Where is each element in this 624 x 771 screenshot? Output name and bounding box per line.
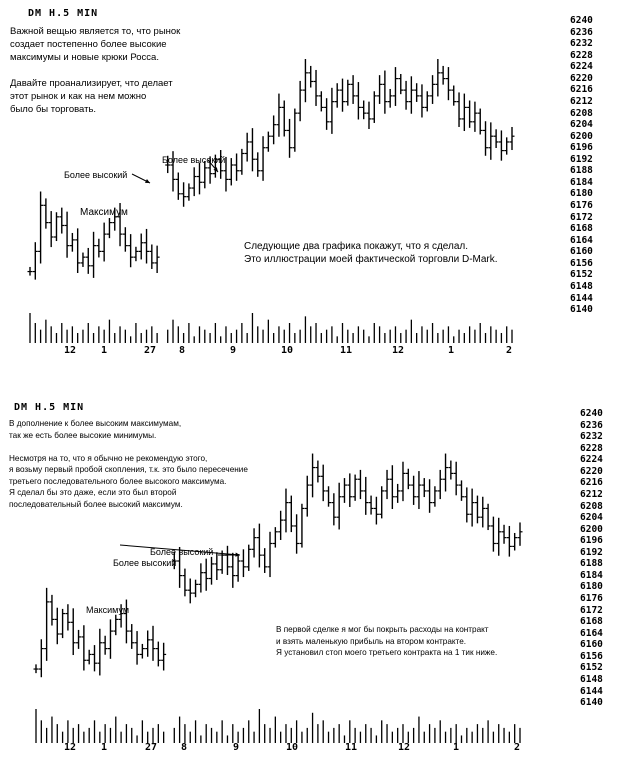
y-tick-label: 6172 [570,211,593,223]
label-higher-2: Более высокий [162,155,226,165]
price-bar [446,67,451,100]
price-bar [470,489,475,527]
price-bar [155,246,160,273]
price-bar [340,79,345,112]
y-tick-label: 6144 [580,685,603,697]
price-bar [435,59,440,96]
price-bar [404,81,409,110]
price-bar [432,486,437,506]
price-bar [366,102,371,129]
price-bar [315,461,320,483]
y-tick-label: 6216 [570,84,593,96]
price-bar [156,642,161,667]
price-bar [337,483,342,530]
price-bar [422,478,427,497]
annotation-bottom: Следующие два графика покажут, что я сделал. Это иллюстрации моей фактической торговли D-Mark. [244,241,498,265]
price-bar [289,496,294,532]
price-bar [209,557,214,585]
price-bar [103,636,108,655]
price-bar [353,475,358,501]
price-bar [475,496,480,524]
price-bar [151,626,156,661]
label-higher-1: Более высокий [113,558,177,568]
price-bar [451,86,456,106]
price-bar [49,595,54,626]
price-bar [44,588,49,661]
price-bar [71,608,76,655]
x-tick-label: 1 [100,742,108,753]
price-bar [75,228,80,273]
price-bar [486,504,491,530]
price-bar [102,223,107,262]
x-tick-label: 12 [63,345,77,356]
price-bar [326,486,331,506]
price-bar [252,528,257,557]
price-bar [416,471,421,509]
y-tick-label: 6164 [580,627,603,639]
price-bar [369,496,374,515]
price-bar [377,75,382,104]
price-bar [400,462,405,501]
price-bar [409,76,414,113]
y-tick-label: 6240 [580,408,603,419]
y-tick-label: 6180 [580,581,603,593]
price-bar [181,182,186,206]
price-bar [507,526,512,557]
price-bar [144,229,149,264]
chart-panel-1 [0,0,624,371]
price-bar [86,248,91,274]
price-bar [441,66,446,85]
x-tick-label: 11 [339,345,353,356]
price-bar [257,524,262,568]
price-bar [43,198,48,228]
price-bar [510,127,515,150]
price-bar [229,158,234,185]
price-bar [278,511,283,540]
price-bar [91,232,96,278]
price-bar [33,242,38,279]
price-bar [351,75,356,104]
price-bar [372,91,377,123]
y-tick-label: 6156 [570,257,593,269]
price-bar [443,454,448,492]
price-bar [363,477,368,515]
price-bar [342,478,347,503]
y-tick-label: 6156 [580,650,603,662]
price-bar [236,554,241,582]
price-bar [81,625,86,670]
y-tick-label: 6208 [580,500,603,512]
y-tick-label: 6220 [570,72,593,84]
annotation-top: Важной вещью является то, что рынок создает постепенно более высокие максимумы и новые крюки Росса. Давайте проанализирует, что делает этот рынок и как на нем можно было бы торговать. [10,26,181,115]
price-bar [335,83,340,107]
price-bar [223,157,228,192]
y-tick-label: 6188 [580,558,603,570]
y-tick-label: 6148 [570,280,593,292]
y-tick-label: 6240 [570,15,593,26]
y-tick-label: 6204 [580,512,603,524]
price-bar [133,247,138,261]
price-bar [414,83,419,102]
price-bar [97,629,102,676]
y-tick-label: 6200 [570,130,593,142]
price-bar [225,546,230,575]
price-bar [488,122,493,159]
price-bar [96,239,101,258]
price-bar [124,600,129,644]
price-bar [202,161,207,188]
price-bar [321,465,326,502]
price-bar [292,109,297,152]
price-bar [70,233,75,252]
price-bar [499,130,504,160]
x-tick-label: 12 [391,345,405,356]
price-bar [299,504,304,548]
y-tick-label: 6220 [580,465,603,477]
annotation-top: В дополнение к более высоким максимумам, так же есть более высокие минимумы. Несмотря на то, что я обычно не рекомендую этого, я возьму первый пробой скопления, т.к. это было пересечение третьего последовательного более высокого максимума. Я сделал бы это даже, если это был второй последовательный более высокий максимум. [9,419,248,509]
price-bar [140,644,145,659]
x-tick-label: 2 [513,742,521,753]
price-bar [273,527,278,547]
price-bar [145,630,150,656]
x-tick-label: 11 [344,742,358,753]
price-bar [239,149,244,175]
price-bar [149,244,154,268]
price-bar [324,98,329,130]
price-bar [310,454,315,498]
price-bar [193,580,198,598]
price-chart-svg [0,0,624,371]
price-bar [314,70,319,106]
price-bar [271,115,276,144]
x-tick-label: 27 [143,345,157,356]
price-bar [385,470,390,499]
price-bar [467,100,472,127]
y-tick-label: 6236 [580,419,603,431]
price-bar [345,80,350,106]
price-bar [38,191,43,263]
y-tick-label: 6188 [570,165,593,177]
y-tick-label: 6204 [570,119,593,131]
y-tick-label: 6192 [570,153,593,165]
price-bar [379,486,384,518]
y-tick-label: 6160 [570,246,593,258]
price-bar [241,549,246,577]
y-tick-label: 6212 [580,488,603,500]
price-bar [358,470,363,499]
y-tick-label: 6196 [580,535,603,547]
price-bar [448,461,453,480]
price-bar [427,479,432,513]
price-bar [128,234,133,267]
y-tick-label: 6232 [570,38,593,50]
chart-title: DM H.5 MIN [14,402,85,413]
price-bar [230,553,235,588]
price-bar [204,559,209,591]
price-bar [494,129,499,148]
x-tick-label: 1 [447,345,455,356]
x-tick-label: 9 [229,345,237,356]
y-tick-label: 6140 [580,697,603,709]
price-bar [282,100,287,136]
price-bar [172,552,177,570]
y-tick-label: 6140 [570,304,593,316]
price-bar [92,645,97,671]
y-tick-label: 6224 [570,61,593,73]
y-tick-label: 6184 [580,569,603,581]
price-bar [294,514,299,553]
price-bar [250,128,255,171]
price-bar [356,82,361,119]
y-tick-label: 6144 [570,292,593,304]
price-bar [390,465,395,509]
price-bar [347,473,352,507]
price-bar [480,497,485,528]
price-bar [54,212,59,241]
price-bar [303,59,308,102]
price-bar [165,156,170,173]
price-bar [266,132,271,152]
price-bar [398,74,403,94]
price-bar [504,137,509,154]
price-bar [361,100,366,119]
y-tick-label: 6184 [570,176,593,188]
price-bar [186,183,191,200]
x-tick-label: 27 [144,742,158,753]
label-maximum: Максимум [86,605,130,615]
price-bar [483,121,488,156]
y-tick-label: 6192 [580,546,603,558]
y-tick-label: 6232 [580,431,603,443]
price-bar [298,81,303,121]
y-tick-label: 6176 [580,593,603,604]
price-bar [188,579,193,604]
price-bar [425,91,430,111]
x-tick-label: 2 [505,345,513,356]
y-tick-label: 6168 [570,223,593,235]
price-bar [76,630,81,649]
price-bar [113,615,118,635]
price-bar [255,152,260,176]
price-bar [214,552,219,580]
price-bar [139,234,144,260]
price-bar [261,136,266,181]
y-tick-label: 6212 [570,95,593,107]
price-bar [491,517,496,552]
price-bar [382,71,387,114]
annotation-arrow [132,174,150,183]
label-higher-1: Более высокий [64,170,128,180]
price-bar [478,109,483,135]
price-bar [287,119,292,158]
y-tick-label: 6196 [570,142,593,154]
price-bar [419,84,424,117]
price-bar [60,609,65,638]
price-bar [80,253,85,267]
y-tick-label: 6236 [570,26,593,38]
price-bar [34,664,39,673]
price-bar [65,604,70,630]
price-bar [411,476,416,505]
price-bar [245,133,250,162]
price-bar [502,525,507,544]
y-tick-label: 6168 [580,616,603,628]
price-bar [108,619,113,658]
y-tick-label: 6160 [580,639,603,651]
y-tick-label: 6152 [580,662,603,674]
price-bar [118,203,123,246]
price-bar [454,462,459,496]
price-bar [112,208,117,231]
price-bar [319,91,324,111]
x-tick-label: 12 [397,742,411,753]
price-bar [192,167,197,196]
price-bar [107,218,112,238]
annotation-bottom: В первой сделке я мог бы покрыть расходы на контракт и взять маленькую прибыль на втором контракте. Я установил стоп моего третьего контракта на 1 тик ниже. [276,625,498,657]
price-bar [123,227,128,251]
price-bar [171,151,176,191]
price-bar [329,88,334,134]
y-tick-label: 6152 [570,269,593,281]
price-bar [49,211,54,247]
y-tick-label: 6172 [580,604,603,616]
price-bar [262,548,267,573]
price-bar [374,497,379,525]
price-bar [276,94,281,137]
price-bar [438,470,443,499]
y-tick-label: 6224 [580,454,603,466]
y-tick-label: 6164 [570,234,593,246]
price-bar [457,92,462,127]
price-bar [512,533,517,551]
price-bar [308,66,313,88]
price-bar [406,469,411,489]
y-tick-label: 6228 [580,442,603,454]
price-bar [39,639,44,677]
x-tick-label: 10 [280,345,294,356]
price-bar [218,150,223,179]
price-bar [464,487,469,522]
chart-title: DM H.5 MIN [28,8,99,19]
price-chart-svg [0,390,624,771]
price-bar [388,89,393,108]
price-bar [87,650,92,665]
x-tick-label: 8 [180,742,188,753]
x-tick-label: 9 [232,742,240,753]
price-bar [182,569,187,597]
price-bar [472,102,477,132]
x-tick-label: 8 [178,345,186,356]
y-tick-label: 6180 [570,188,593,200]
price-bar [59,208,64,234]
y-tick-label: 6148 [580,673,603,685]
price-bar [65,212,70,258]
price-bar [246,545,251,571]
price-bar [462,94,467,131]
price-bar [161,643,166,671]
price-bar [393,67,398,106]
price-bar [135,631,140,665]
x-tick-label: 1 [100,345,108,356]
price-bar [177,547,182,588]
price-bar [305,476,310,517]
price-bar [119,604,124,627]
x-tick-label: 12 [63,742,77,753]
y-tick-label: 6208 [570,107,593,119]
price-bar [55,608,60,645]
x-tick-label: 10 [285,742,299,753]
price-bar [268,532,273,577]
price-bar [331,493,336,525]
chart-panel-2 [0,390,624,771]
price-bar [129,624,134,649]
label-higher-2: Более высокий [150,547,214,557]
y-tick-label: 6200 [580,523,603,535]
x-tick-label: 1 [452,742,460,753]
price-bar [430,75,435,104]
price-bar [176,172,181,199]
price-bar [197,163,202,195]
price-bar [518,522,523,545]
price-bar [496,518,501,556]
label-maximum: Максимум [80,207,128,218]
price-bar [234,153,239,180]
y-tick-label: 6176 [570,200,593,211]
price-bar [28,267,33,276]
price-bar [198,563,203,592]
y-tick-label: 6216 [580,477,603,489]
y-tick-label: 6228 [570,49,593,61]
price-bar [283,489,288,533]
price-bar [459,480,464,500]
price-bar [395,484,400,503]
